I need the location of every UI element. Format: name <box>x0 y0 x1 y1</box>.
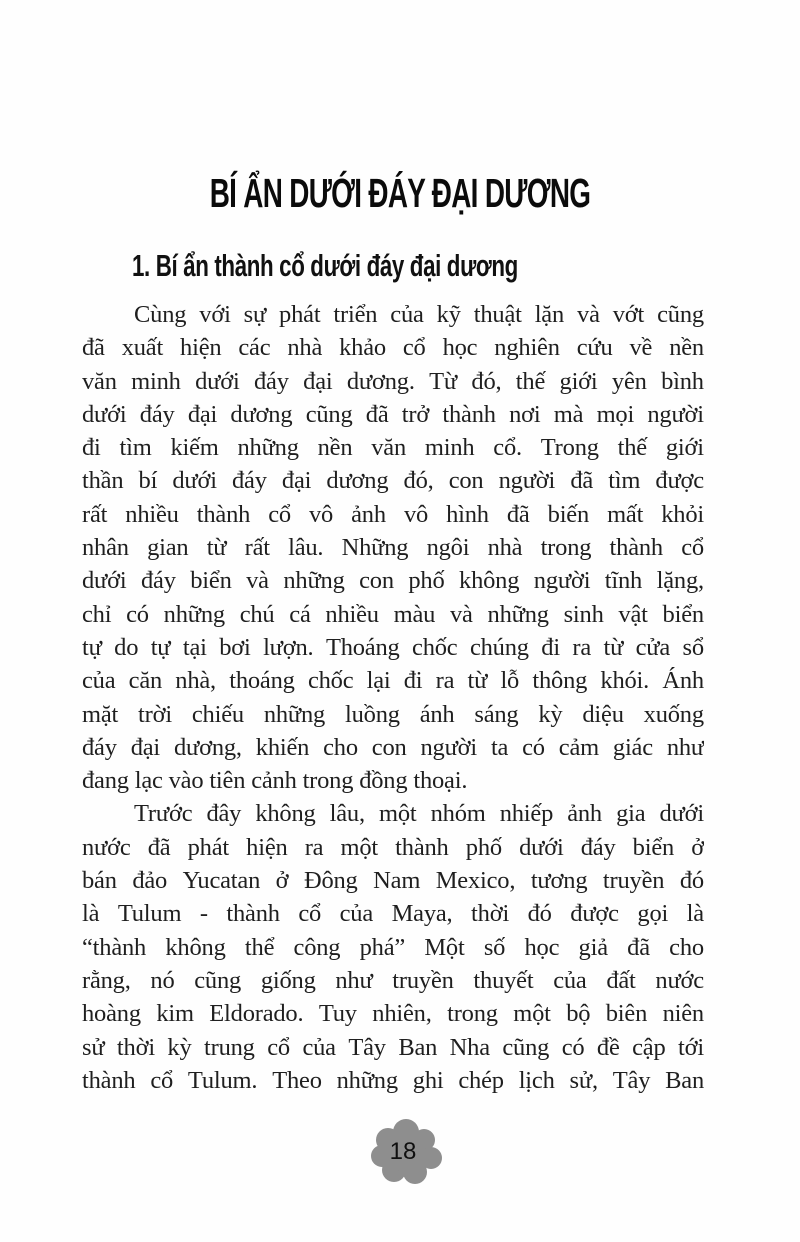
text-line: rằng, nó cũng giống như truyền thuyết của đất nước <box>82 966 704 994</box>
section-heading: 1. Bí ẩn thành cổ dưới đáy đại dương <box>132 248 518 283</box>
text-line: Cùng với sự phát triển của kỹ thuật lặn và vớt cũng <box>134 301 704 328</box>
text-line: dưới đáy biển và những con phố không người tĩnh lặng, <box>82 567 704 595</box>
text-line: chỉ có những chú cá nhiều màu và những sinh vật biển <box>82 600 704 628</box>
text-line: thần bí dưới đáy đại dương đó, con người đã tìm được <box>82 467 704 495</box>
text-line: của căn nhà, thoáng chốc lại đi ra từ lỗ thông khói. Ánh <box>82 667 704 695</box>
text-line: dưới đáy đại dương cũng đã trở thành nơi mà mọi người <box>82 400 704 428</box>
body-text <box>82 301 704 1100</box>
text-line: đáy đại dương, khiến cho con người ta có cảm giác như <box>82 733 704 761</box>
text-line: nước đã phát hiện ra một thành phố dưới đáy biển ở <box>82 833 704 861</box>
chapter-title: BÍ ẨN DƯỚI ĐÁY ĐẠI DƯƠNG <box>209 170 591 216</box>
text-line: tự do tự tại bơi lượn. Thoáng chốc chúng đi ra từ cửa sổ <box>82 633 704 661</box>
text-line: đang lạc vào tiên cảnh trong đồng thoại. <box>82 767 468 795</box>
text-line: văn minh dưới đáy đại dương. Từ đó, thế giới yên bình <box>82 367 704 395</box>
text-line: nhân gian từ rất lâu. Những ngôi nhà trong thành cổ <box>82 534 704 562</box>
text-line: đã xuất hiện các nhà khảo cổ học nghiên cứu về nền <box>82 334 704 362</box>
text-line: bán đảo Yucatan ở Đông Nam Mexico, tương truyền đó <box>82 867 704 895</box>
page-number: 18 <box>389 1138 417 1165</box>
text-line: Trước đây không lâu, một nhóm nhiếp ảnh gia dưới <box>134 800 704 828</box>
text-line: rất nhiều thành cổ vô ảnh vô hình đã biến mất khỏi <box>82 500 704 528</box>
text-line: “thành không thể công phá” Một số học giả đã cho <box>82 933 704 961</box>
text-line: mặt trời chiếu những luồng ánh sáng kỳ diệu xuống <box>82 700 704 728</box>
text-line: thành cổ Tulum. Theo những ghi chép lịch sử, Tây Ban <box>82 1066 704 1094</box>
page-number-badge <box>370 1118 442 1186</box>
text-line: sử thời kỳ trung cổ của Tây Ban Nha cũng có đề cập tới <box>82 1033 704 1061</box>
text-line: hoàng kim Eldorado. Tuy nhiên, trong một bộ biên niên <box>82 1000 704 1028</box>
text-line: đi tìm kiếm những nền văn minh cổ. Trong thế giới <box>82 434 704 462</box>
text-line: là Tulum - thành cổ của Maya, thời đó được gọi là <box>82 900 704 928</box>
